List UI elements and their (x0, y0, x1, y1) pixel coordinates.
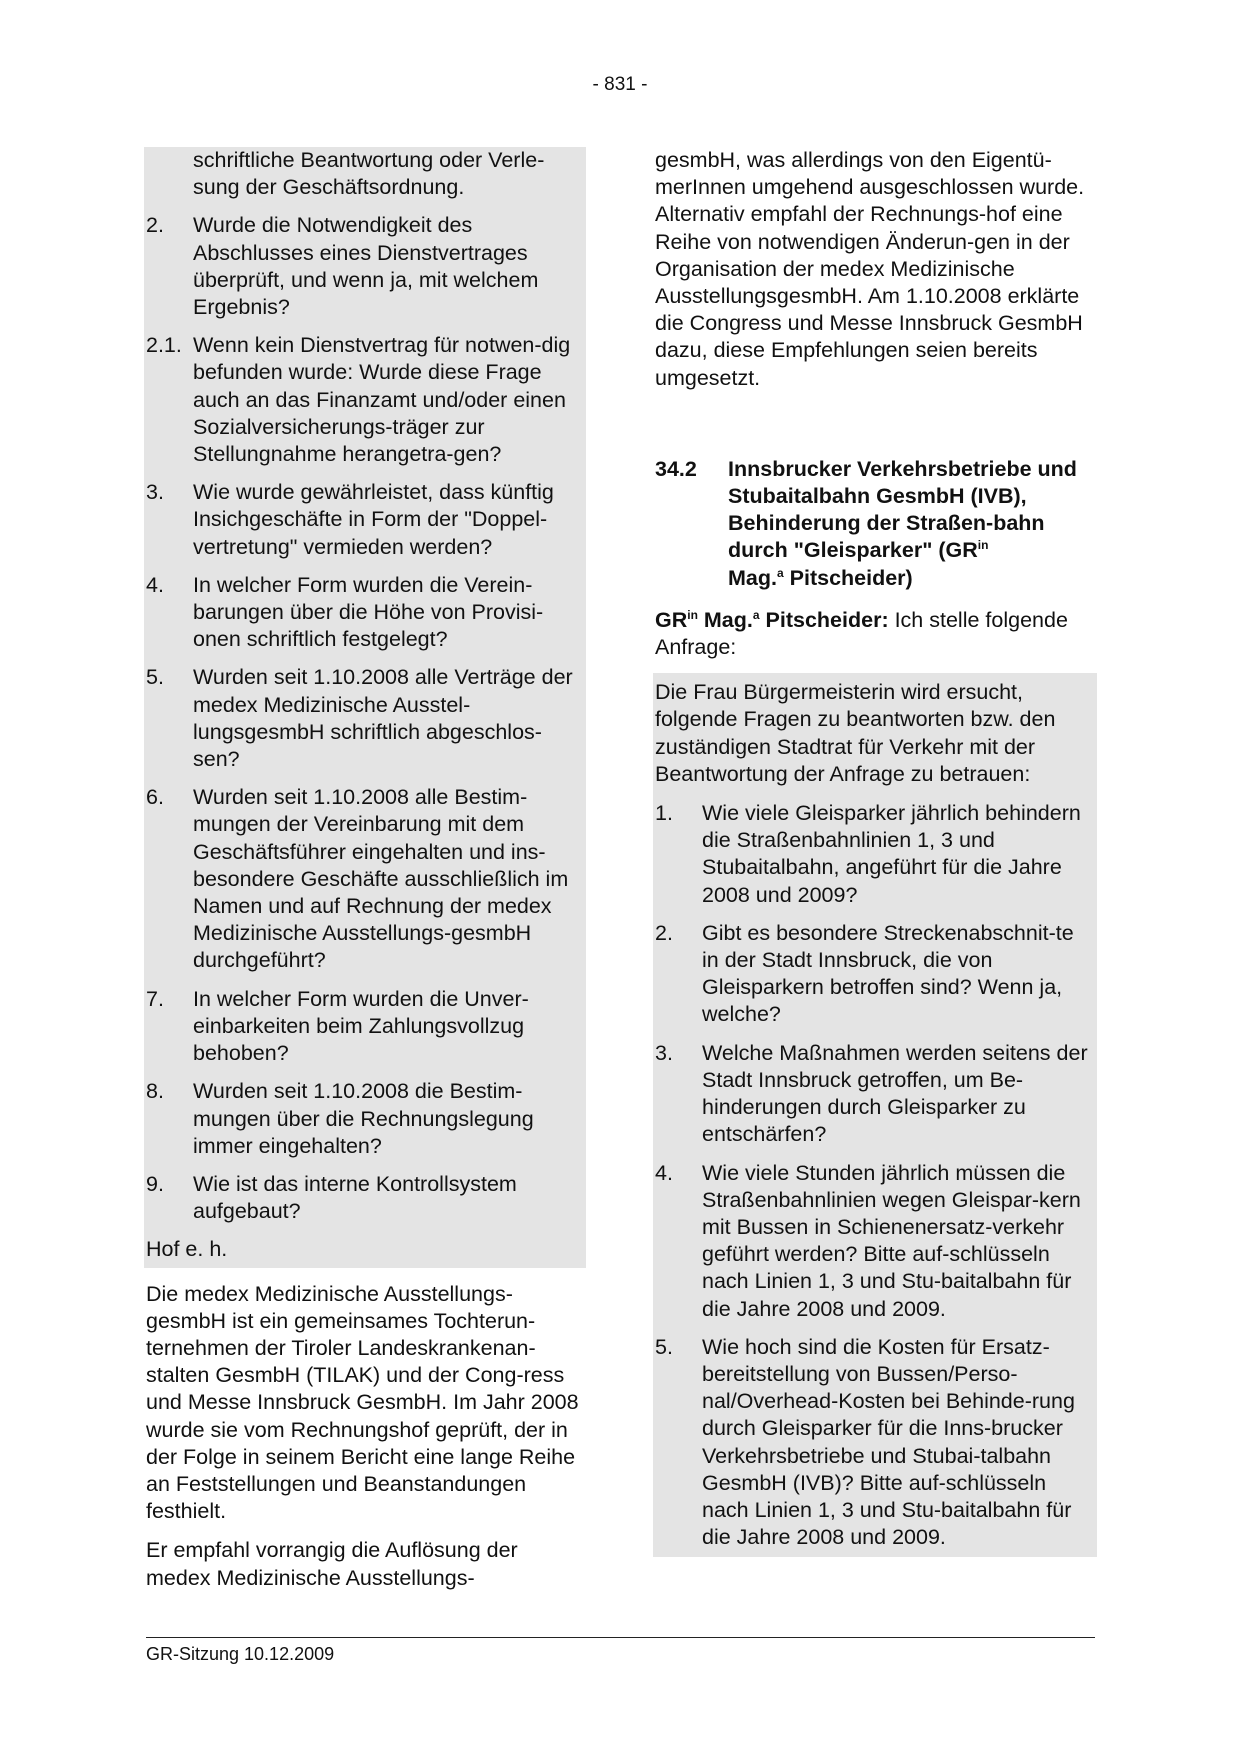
section-title-sup: in (977, 538, 989, 553)
list-text: Wie viele Stunden jährlich müssen die Straßenbahnlinien wegen Gleispar-kern mit Bussen in Schienenersatz-verkehr geführt werden? Bitte auf-schlüsseln nach Linien 1, 3 und Stu-baitalbahn für die Jahre 2008 und 2009. (702, 1160, 1081, 1321)
speaker-name: GR (655, 607, 688, 632)
list-number: 3. (146, 480, 164, 505)
list-number: 6. (146, 785, 164, 810)
section-title-part: Mag. (728, 565, 777, 590)
list-text: Wurden seit 1.10.2008 alle Bestim-mungen der Vereinbarung mit dem Geschäftsführer eingehalten und ins-besondere Geschäfte ausschließlich im Namen und auf Rechnung der medex Medizinische Ausstellungs-gesmbH durchgeführt? (193, 785, 569, 973)
list-number: 2.1. (146, 333, 182, 358)
list-item (655, 1334, 1095, 1552)
page-number: - 831 - (592, 74, 648, 95)
left-inquiry-box (144, 147, 586, 1268)
list-number: 5. (655, 1334, 673, 1359)
right-column (655, 147, 1097, 1557)
list-item (146, 664, 584, 773)
list-item (655, 1040, 1095, 1149)
speaker-name: Pitscheider: (759, 607, 889, 632)
section-title-part: Innsbrucker Verkehrsbetriebe und Stubaitalbahn GesmbH (IVB), Behinderung der Straßen-bahn durch "Gleisparker" (GR (728, 456, 1077, 563)
footer-text: GR-Sitzung 10.12.2009 (146, 1644, 335, 1664)
list-number: 4. (146, 572, 164, 597)
section-heading (655, 456, 1097, 592)
body-paragraph: gesmbH, was allerdings von den Eigentü-merInnen umgehend ausgeschlossen wurde. Alternativ empfahl der Rechnungs-hof eine Reihe von notwendigen Änderun-gen in der Organisation der medex Medizinische AusstellungsgesmbH. Am 1.10.2008 erklärte die Congress und Messe Innsbruck GesmbH dazu, diese Empfehlungen seien bereits umgesetzt. (655, 148, 1085, 390)
list-item (655, 920, 1095, 1029)
list-item (146, 479, 584, 561)
list-text: Wie ist das interne Kontrollsystem aufgebaut? (193, 1171, 517, 1224)
list-text: Wie viele Gleisparker jährlich behindern die Straßenbahnlinien 1, 3 und Stubaitalbahn, angeführt für die Jahre 2008 und 2009? (702, 801, 1081, 907)
list-text: In welcher Form wurden die Verein-barungen über die Höhe von Provisi-onen schriftlich festgelegt? (193, 572, 544, 652)
list-text: Wie wurde gewährleistet, dass künftig Insichgeschäfte in Form der "Doppel-vertretung" vermieden werden? (193, 480, 554, 559)
list-item (146, 986, 584, 1068)
list-item (146, 1171, 584, 1225)
list-text: Wie hoch sind die Kosten für Ersatz-bereitstellung von Bussen/Perso-nal/Overhead-Kosten bei Behinde-rung durch Gleisparker für die Inns-brucker Verkehrsbetriebe und Stubai-talbahn GesmbH (IVB)? Bitte auf-schlüsseln nach Linien 1, 3 und Stu-baitalbahn für die Jahre 2008 und 2009. (702, 1334, 1075, 1550)
list-item (655, 800, 1095, 909)
list-number: 1. (655, 801, 673, 826)
speaker-sup: in (687, 607, 698, 622)
list-item (146, 332, 584, 468)
inquiry-intro: Die Frau Bürgermeisterin wird ersucht, folgende Fragen zu beantworten bzw. den zuständigen Stadtrat für Verkehr mit der Beantwortung der Anfrage zu betrauen: (655, 680, 1056, 786)
list-item (655, 1160, 1095, 1323)
list-text: Wurden seit 1.10.2008 alle Verträge der medex Medizinische Ausstel-lungsgesmbH schriftlich abgeschlos-sen? (193, 665, 573, 772)
list-number: 2. (146, 213, 164, 238)
section-number: 34.2 (655, 456, 697, 481)
list-number: 9. (146, 1171, 164, 1196)
footer-divider (146, 1637, 1095, 1638)
list-text: Wurden seit 1.10.2008 die Bestim-mungen über die Rechnungslegung immer eingehalten? (193, 1079, 534, 1158)
list-item (146, 1078, 584, 1160)
left-column (146, 147, 586, 1604)
inquiry-continuation: schriftliche Beantwortung oder Verle- sung der Geschäftsordnung. (193, 148, 545, 200)
list-number: 5. (146, 665, 164, 690)
list-number: 2. (655, 920, 673, 945)
list-text: Wenn kein Dienstvertrag für notwen-dig befunden wurde: Wurde diese Frage auch an das Finanzamt und/oder einen Sozialversicherungs-träger zur Stellungnahme herangetra-gen? (193, 333, 571, 467)
list-number: 7. (146, 986, 164, 1011)
body-paragraph: Die medex Medizinische Ausstellungs-gesmbH ist ein gemeinsames Tochterun-ternehmen der Tiroler Landeskrankenan-stalten GesmbH (TILAK) und der Cong-ress und Messe Innsbruck GesmbH. Im Jahr 2008 wurde sie vom Rechnungshof geprüft, der in der Folge in seinem Bericht eine lange Reihe an Feststellungen und Beanstandungen festhielt. (146, 1281, 579, 1524)
list-text: Wurde die Notwendigkeit des Abschlusses eines Dienstvertrages überprüft, und wenn ja, mit welchem Ergebnis? (193, 213, 539, 320)
list-text: In welcher Form wurden die Unver-einbarkeiten beim Zahlungsvollzug behoben? (193, 986, 529, 1066)
list-item (146, 212, 584, 321)
list-text: Gibt es besondere Streckenabschnit-te in der Stadt Innsbruck, die von Gleisparkern betroffen sind? Wenn ja, welche? (702, 920, 1074, 1027)
speaker-sup: a (752, 607, 760, 622)
list-item (146, 572, 584, 654)
list-text: Welche Maßnahmen werden seitens der Stadt Innsbruck getroffen, um Be-hinderungen durch Gleisparker zu entschärfen? (702, 1040, 1088, 1147)
list-number: 3. (655, 1040, 673, 1065)
speaker-text: Ich stelle folgende Anfrage: (655, 607, 1068, 660)
list-number: 4. (655, 1160, 673, 1185)
section-title-sup: a (776, 565, 784, 580)
signature: Hof e. h. (146, 1237, 228, 1262)
section-title (728, 456, 1097, 592)
list-item (146, 784, 584, 974)
list-number: 8. (146, 1079, 164, 1104)
speaker-line (655, 607, 1097, 661)
right-inquiry-box (653, 673, 1097, 1557)
body-paragraph: Er empfahl vorrangig die Auflösung der medex Medizinische Ausstellungs- (146, 1538, 518, 1590)
section-title-part: Pitscheider) (783, 565, 913, 590)
speaker-name: Mag. (697, 607, 753, 632)
